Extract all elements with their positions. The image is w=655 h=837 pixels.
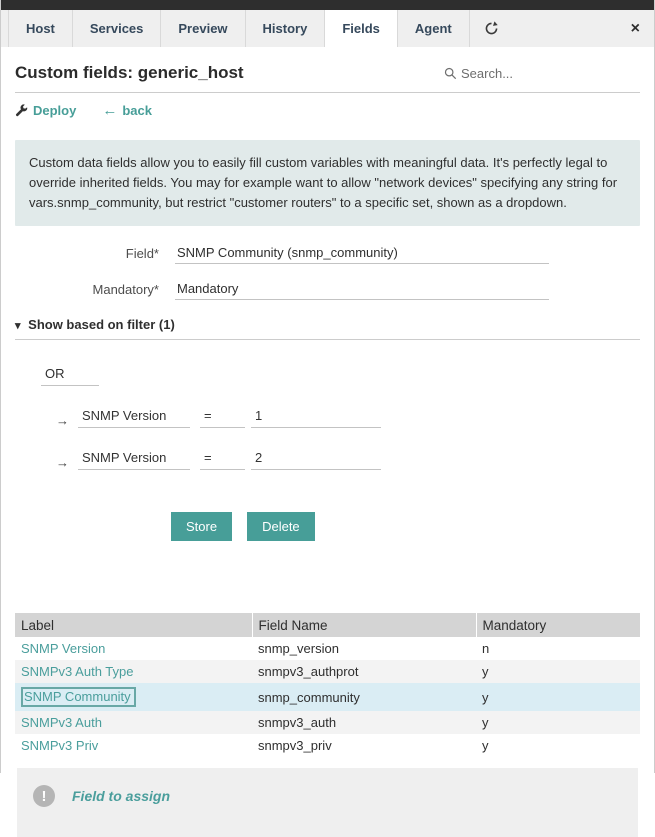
table-row[interactable]: [15, 734, 640, 757]
deploy-link[interactable]: [15, 103, 76, 118]
tab-agent[interactable]: Agent: [398, 10, 470, 47]
field-link[interactable]: SNMPv3 Auth Type: [21, 664, 134, 680]
mandatory-cell: y: [482, 715, 489, 731]
field-name-cell: snmpv3_auth: [258, 715, 337, 731]
mandatory-cell: y: [482, 738, 489, 754]
fields-table: [15, 613, 640, 757]
filter-column-select[interactable]: SNMP Version: [78, 450, 190, 470]
filter-operator-select[interactable]: OR: [41, 366, 99, 386]
mandatory-label: Mandatory*: [92, 282, 159, 298]
column-header-label: Label: [15, 613, 252, 637]
window-top-strip: [1, 0, 654, 10]
table-row[interactable]: [15, 711, 640, 734]
delete-button[interactable]: Delete: [247, 512, 315, 541]
filter-row: [41, 450, 640, 470]
field-name-cell: snmpv3_priv: [258, 738, 332, 754]
filter-row: [41, 408, 640, 428]
form-row-mandatory: [15, 281, 640, 300]
field-name-cell: snmpv3_authprot: [258, 664, 359, 680]
deploy-label: Deploy: [33, 103, 77, 118]
field-link[interactable]: SNMP Version: [21, 641, 106, 657]
table-row-selected[interactable]: [15, 683, 640, 711]
field-name-cell: snmp_version: [258, 641, 339, 657]
tab-bar: [1, 10, 654, 47]
page-title: Custom fields: generic_host: [15, 63, 244, 82]
field-link[interactable]: SNMPv3 Priv: [21, 738, 99, 754]
tab-services[interactable]: Services: [73, 10, 162, 47]
filter-arrow-icon: →: [56, 455, 69, 471]
field-name-cell: snmp_community: [258, 689, 360, 705]
form-buttons: [171, 512, 640, 541]
search-icon: [444, 67, 457, 80]
tab-preview[interactable]: Preview: [161, 10, 245, 47]
mandatory-cell: y: [482, 689, 489, 705]
filter-area: [15, 340, 640, 470]
field-form: [15, 245, 640, 541]
close-icon[interactable]: ×: [630, 19, 640, 37]
field-to-assign-note: [17, 768, 638, 837]
header: [15, 47, 640, 93]
field-label: Field*: [125, 246, 159, 262]
filter-value-input[interactable]: 1: [251, 408, 381, 428]
column-header-field-name: Field Name: [252, 613, 476, 637]
field-link[interactable]: SNMPv3 Auth: [21, 715, 102, 731]
tab-host[interactable]: Host: [8, 10, 73, 47]
table-row[interactable]: [15, 660, 640, 683]
search-input[interactable]: [457, 64, 627, 83]
mandatory-cell: n: [482, 641, 490, 657]
footer-note-text: Field to assign: [72, 788, 171, 805]
exclamation-icon: !: [33, 785, 55, 807]
info-box-text: Custom data fields allow you to easily fill custom variables with meaningful data. It's perfectly legal to override inherited fields. You may for example want to allow "network devices" specifying any string for vars.snmp_community, but restrict "customer routers" to a specific set, shown as a dropdown.: [29, 155, 618, 211]
filter-column-select[interactable]: SNMP Version: [78, 408, 190, 428]
caret-down-icon: ▾: [15, 320, 21, 333]
mandatory-cell: y: [482, 664, 489, 680]
form-row-field: [15, 245, 640, 264]
mandatory-select[interactable]: Mandatory: [175, 281, 549, 300]
column-header-mandatory: Mandatory: [476, 613, 640, 637]
wrench-icon: [15, 104, 28, 117]
field-link[interactable]: SNMP Community: [21, 687, 136, 707]
action-links: [15, 93, 640, 125]
tab-history[interactable]: History: [246, 10, 326, 47]
table-row[interactable]: [15, 637, 640, 660]
tab-fields[interactable]: Fields: [325, 10, 398, 47]
filter-section-title: Show based on filter (1): [28, 317, 175, 333]
search-box: [444, 64, 640, 83]
back-link[interactable]: [102, 102, 152, 119]
filter-section-toggle[interactable]: [15, 317, 640, 332]
back-label: back: [122, 103, 152, 118]
filter-op-select[interactable]: =: [200, 408, 245, 428]
table-header-row: [15, 613, 640, 637]
filter-arrow-icon: →: [56, 413, 69, 429]
filter-op-select[interactable]: =: [200, 450, 245, 470]
main-content: [1, 47, 654, 757]
store-button[interactable]: Store: [171, 512, 232, 541]
filter-value-input[interactable]: 2: [251, 450, 381, 470]
refresh-icon[interactable]: [470, 10, 513, 47]
back-arrow-icon: ←: [102, 102, 118, 119]
info-box: [15, 140, 640, 226]
field-select[interactable]: SNMP Community (snmp_community): [175, 245, 549, 264]
